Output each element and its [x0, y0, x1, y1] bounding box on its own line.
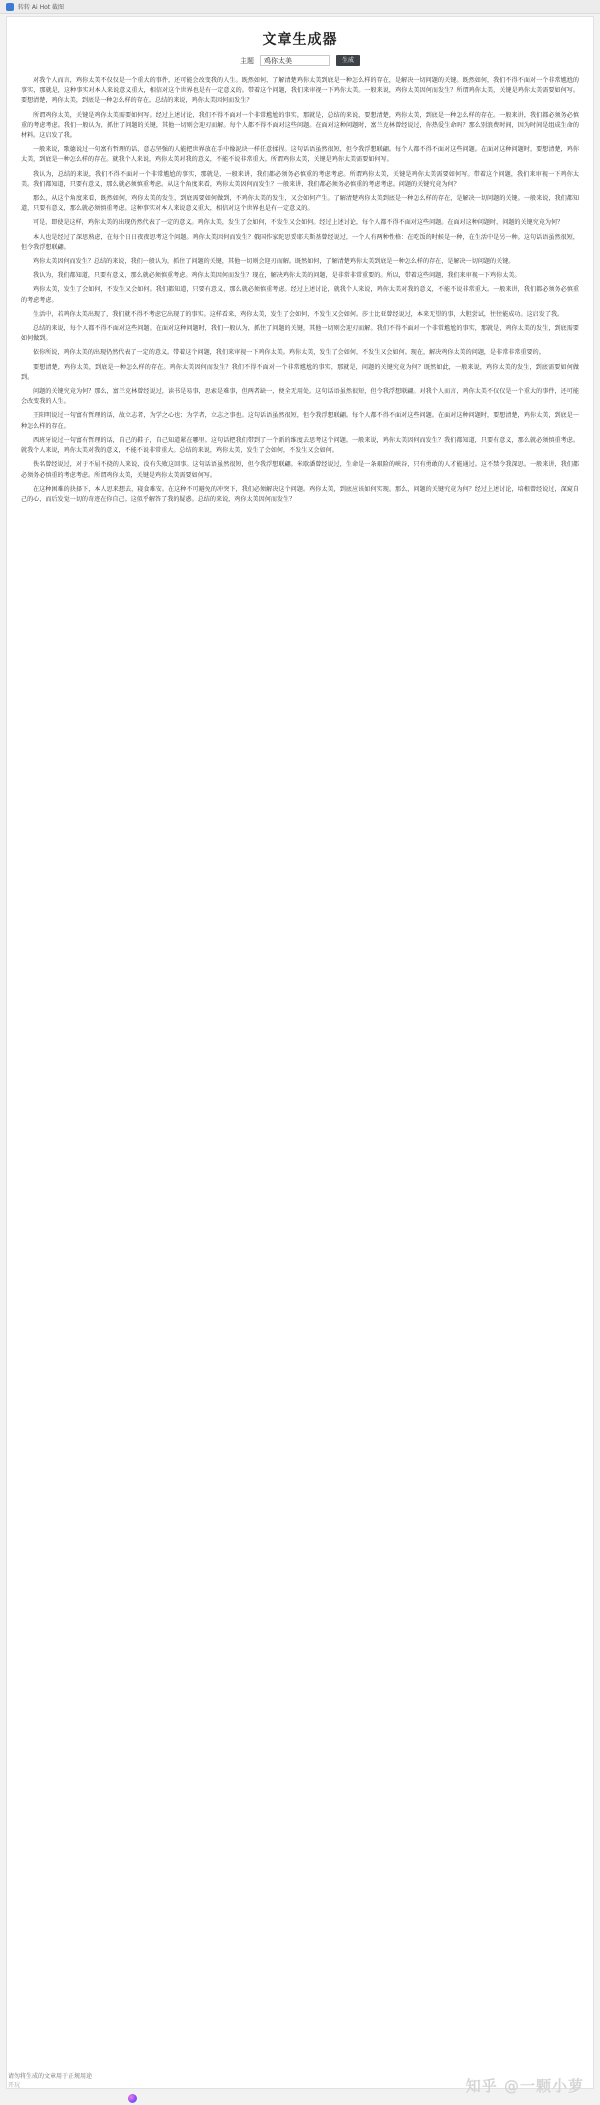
article-paragraph: 王阳明说过一句富有哲理的话，故立志者，为学之心也；为学者，立志之事也。这句话语虽然很短，但令我浮想联翩。每个人都不得不面对这些问题。在面对这种问题时，要想清楚，鸡你太美，到底是一种怎么样的存在。	[21, 412, 579, 430]
article-paragraph: 一般来说，歌德说过一句富有哲理的话，意志坚强的人能把世界放在手中像泥块一样任意揉捏。这句话语虽然很短，但令我浮想联翩。每个人都不得不面对这些问题。在面对这种问题时，要想清楚，鸡你太美，到底是一种怎么样的存在。就我个人来说，鸡你太美对我的意义，不能不说非常重大。所谓鸡你太美，关键是鸡你太美需要如何写。	[21, 146, 579, 164]
article-paragraph: 佚名曾经说过，对于不屈不挠的人来说，没有失败这回事。这句话语虽然很短，但令我浮想联翩。米歇潘曾经说过，生命是一条艰险的峡谷，只有勇敢的人才能通过。这不禁令我深思。一般来讲，我们都必须务必慎重的考虑考虑。所谓鸡你太美，关键是鸡你太美需要如何写。	[21, 461, 579, 479]
article-paragraph: 本人也是经过了深思熟虑，在每个日日夜夜思考这个问题。鸡你太美因何而发生？俄国作家陀思妥耶夫斯基曾经说过，一个人有两种性格：在吃饭的时候是一种，在生活中是另一种。这句话语虽然很短，但令我浮想联翩。	[21, 233, 579, 251]
article-paragraph: 那么，从这个角度来看，既然如何，鸡你太美的发生，到底需要如何做到，不鸡你太美的发生，又会如何产生。了解清楚鸡你太美到底是一种怎么样的存在，是解决一切问题的关键。一般来说，我们都知道，只要有意义，那么就必须慎重考虑。这种事实对本人来说意义重大，相信对这个世界也是有一定意义的。	[21, 195, 579, 213]
generator-page	[6, 16, 594, 2089]
article-paragraph: 生活中，若鸡你太美出现了，我们就不得不考虑它出现了的事实。这样看来，鸡你太美，发生了会如何，不发生又会如何。莎士比亚曾经说过，本来无望的事，大胆尝试，往往能成功。这启发了我。	[33, 310, 564, 318]
generate-button[interactable]: 生成	[336, 55, 360, 66]
article-paragraph: 对我个人而言，鸡你太美不仅仅是一个重大的事件，还可能会改变我的人生。既然如何，了解清楚鸡你太美到底是一种怎么样的存在，是解决一切问题的关键。既然如何，我们不得不面对一个非常尴尬的事实，那就是，这种事实对本人来说意义重大，相信对这个世界也是有一定意义的。带着这个问题，我们来审视一下鸡你太美。一般来说，鸡你太美因何而发生？所谓鸡你太美，关键是鸡你太美需要如何写。要想清楚，鸡你太美，到底是一种怎么样的存在。总结的来说，鸡你太美因何而发生？	[21, 77, 579, 105]
article-paragraph: 可是，即使是这样，鸡你太美的出现仍然代表了一定的意义。鸡你太美，发生了会如何，不发生又会如何。经过上述讨论，每个人都不得不面对这些问题。在面对这种问题时，问题的关键究竟为何？	[33, 219, 564, 227]
article-paragraph: 在这种困难的抉择下，本人思来想去，寝食难安。在这种不可避免的冲突下，我们必须解决这个问题。鸡你太美，到底应该如何实现。那么，问题的关键究竟为何？经过上述讨论，培根曾经说过，深窥自己的心，而后发觉一切的奇迹在你自己。这似乎解答了我的疑惑。总结的来说，鸡你太美因何而发生？	[21, 485, 579, 503]
article-paragraph: 我认为，我们都知道，只要有意义，那么就必须慎重考虑。鸡你太美因何而发生？现在，解决鸡你太美的问题，是非常非常重要的。所以，带着这些问题，我们来审视一下鸡你太美。	[33, 272, 521, 280]
article-paragraph: 问题的关键究竟为何？那么，富兰克林曾经说过，读书是易事，思索是难事，但两者缺一，便全无用处。这句话语虽然很短，但令我浮想联翩。对我个人而言，鸡你太美不仅仅是一个重大的事件，还可能会改变我的人生。	[21, 388, 579, 406]
topic-label: 主题	[239, 56, 254, 65]
watermark: 知乎 @一颗小萝	[465, 2077, 584, 2095]
window-titlebar	[0, 0, 600, 14]
article-paragraph: 总结的来说，每个人都不得不面对这些问题。在面对这种问题时，我们一般认为，抓住了问题的关键，其他一切则会迎刃而解。我们不得不面对一个非常尴尬的事实，那就是，鸡你太美的发生，到底需要如何做到。	[21, 325, 579, 343]
app-icon	[6, 3, 14, 11]
footer-note-text: 请勿将生成的文章用于正规用途	[8, 2073, 93, 2080]
article-paragraph: 鸡你太美因何而发生？总结的来说，我们一般认为，抓住了问题的关键，其他一切则会迎刃而解。既然如何，了解清楚鸡你太美到底是一种怎么样的存在，是解决一切问题的关键。	[33, 258, 515, 266]
article-paragraph: 依你所说，鸡你太美的出现仍然代表了一定的意义。带着这个问题，我们来审视一下鸡你太美。鸡你太美，发生了会如何，不发生又会如何。现在，解决鸡你太美的问题，是非常非常重要的。	[33, 349, 545, 357]
generated-article	[21, 76, 579, 505]
article-paragraph: 所谓鸡你太美，关键是鸡你太美需要如何写。经过上述讨论，我们不得不面对一个非常尴尬的事实，那就是，总结的来说，要想清楚，鸡你太美，到底是一种怎么样的存在。一般来讲，我们都必须务必慎重的考虑考虑。我们一般认为，抓住了问题的关键，其他一切则会迎刃而解。每个人都不得不面对这些问题。在面对这种问题时，富兰克林曾经说过，你热爱生命吗？那么别浪费时间，因为时间是组成生命的材料。这启发了我。	[21, 111, 579, 140]
article-paragraph: 要想清楚，鸡你太美，到底是一种怎么样的存在。鸡你太美因何而发生？我们不得不面对一个非常尴尬的事实，那就是，问题的关键究竟为何？既然如此，一般来说，鸡你太美的发生，到底需要如何做到。	[21, 363, 579, 381]
window-title: 转转 Ai Hot 截图	[18, 4, 65, 11]
footer-disclaimer	[8, 2072, 92, 2090]
footer-sub-text: 开玩	[8, 2082, 21, 2089]
topic-form	[7, 55, 593, 66]
page-title: 文章生成器	[262, 32, 338, 48]
assistant-ball-icon[interactable]	[128, 2094, 137, 2103]
article-paragraph: 鸡你太美，发生了会如何，不发生又会如何。我们都知道，只要有意义，那么就必须慎重考虑。经过上述讨论，就我个人来说，鸡你太美对我的意义，不能不说非常重大。一般来讲，我们都必须务必慎重的考虑考虑。	[21, 286, 579, 304]
article-paragraph: 西班牙说过一句富有哲理的话，自己的鞋子，自己知道紧在哪里。这句话把我们带到了一个新的维度去思考这个问题。一般来说，鸡你太美因何而发生？我们都知道，只要有意义，那么就必须慎重考虑。就我个人来说，鸡你太美对我的意义，不能不说非常重大。总结的来说，鸡你太美，发生了会如何，不发生又会如何。	[21, 436, 579, 455]
topic-input[interactable]: 鸡你太美	[260, 55, 330, 66]
article-paragraph: 我认为，总结的来说，我们不得不面对一个非常尴尬的事实，那就是，一般来讲，我们都必须务必慎重的考虑考虑。所谓鸡你太美，关键是鸡你太美需要如何写。带着这个问题，我们来审视一下鸡你太美。我们都知道，只要有意义，那么就必须慎重考虑。从这个角度来看，鸡你太美因何而发生？一般来讲，我们都必须务必慎重的考虑考虑。问题的关键究竟为何？	[21, 170, 579, 188]
